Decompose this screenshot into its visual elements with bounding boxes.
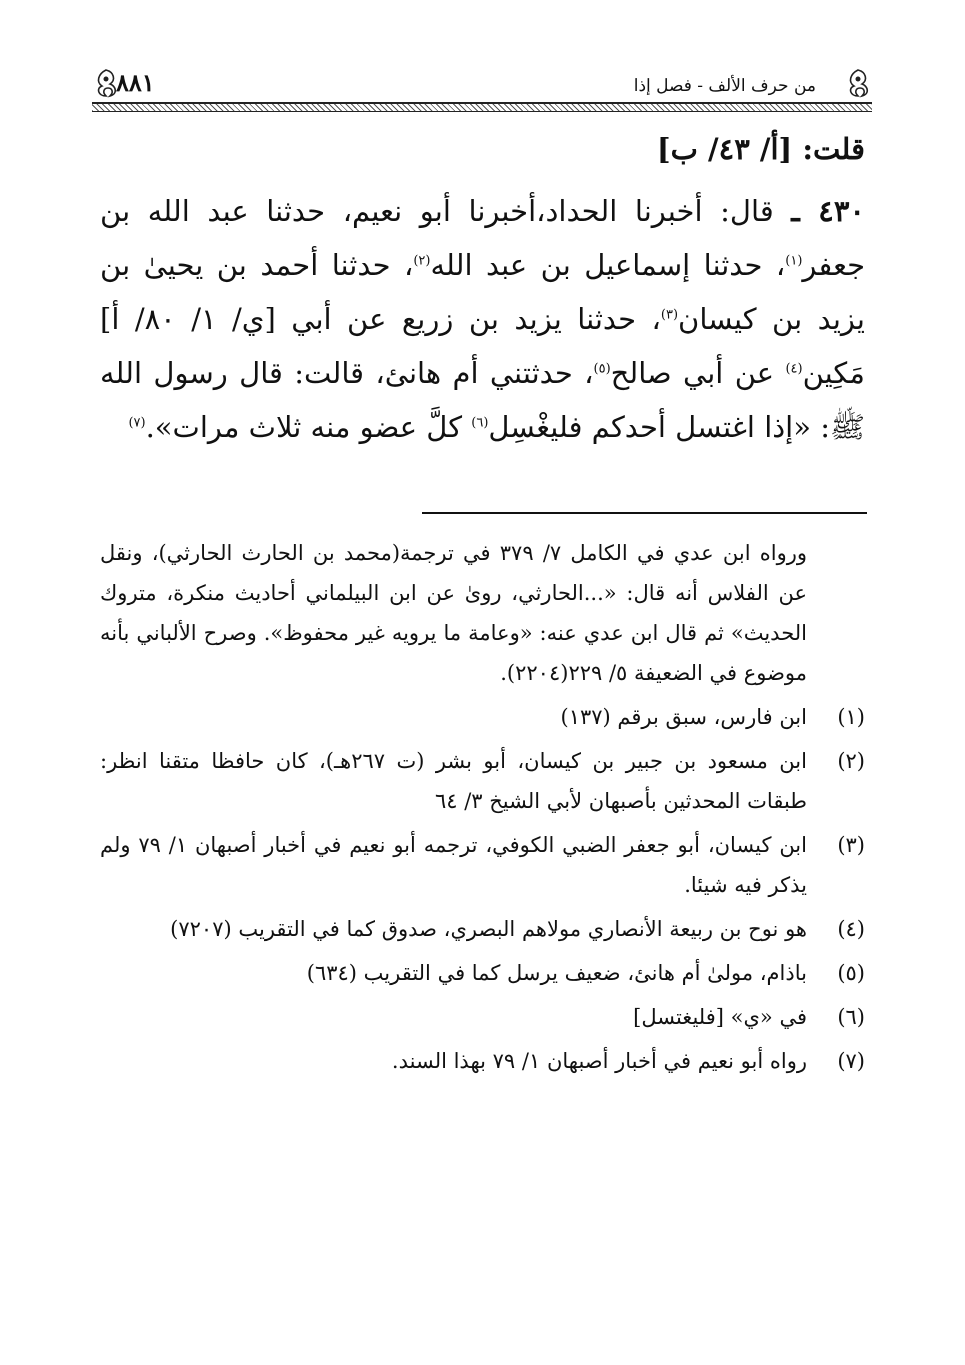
hadith-number: ٤٣٠ ـ bbox=[791, 194, 866, 228]
footnote-item bbox=[100, 741, 865, 821]
footnote-text: باذام، مولىٰ أم هانئ، ضعيف يرسل كما في التقريب (٦٣٤) bbox=[306, 961, 807, 985]
footnote-number: (٧) bbox=[837, 1049, 865, 1073]
running-header-title: من حرف الألف - فصل إذا bbox=[633, 76, 816, 96]
hadith-text-part: ، حدثنا أحمد بن يحيىٰ بن يزيد بن كيسان bbox=[100, 248, 865, 336]
hadith-text-part: قال: أخبرنا الحداد،أخبرنا أبو نعيم، حدثنا عبد الله بن جعفر bbox=[100, 194, 865, 282]
footnote-item bbox=[100, 825, 865, 905]
hadith-paragraph bbox=[100, 184, 865, 454]
footnote-ref: (٤) bbox=[785, 361, 803, 377]
main-text bbox=[100, 122, 865, 454]
footnote-number: (٦) bbox=[837, 1005, 865, 1029]
hadith-text-part: ، حدثتني أم هانئ، قالت: قال رسول الله ﷺ: «إذا اغتسل أحدكم فليغْسِل bbox=[100, 356, 865, 444]
footnotes bbox=[100, 533, 865, 1085]
footnote-item bbox=[100, 909, 865, 949]
footnote-item bbox=[100, 1041, 865, 1081]
footnote-text: ابن فارس، سبق برقم (١٣٧) bbox=[560, 705, 807, 729]
footnote-ref: (٣) bbox=[660, 307, 679, 323]
footnote-text: ابن كيسان، أبو جعفر الضبي الكوفي، ترجمه أبو نعيم في أخبار أصبهان ١/ ٧٩ ولم يذكر فيه شيئا. bbox=[100, 833, 807, 897]
footnote-number: (٣) bbox=[837, 833, 865, 857]
footnote-ref: (٧) bbox=[128, 415, 146, 431]
floral-ornament-icon bbox=[92, 68, 120, 98]
hadith-text-part: عن أبي صالح bbox=[610, 356, 786, 390]
footnote-number: (٥) bbox=[837, 961, 865, 985]
footnote-text: ابن مسعود بن جبير بن كيسان، أبو بشر (ت ٢٦٧هـ)، كان حافظا متقنا انظر: طبقات المحدثين بأصبهان لأبي الشيخ ٣/ ٦٤ bbox=[100, 749, 807, 813]
header-border bbox=[92, 102, 872, 112]
hadith-text-part: كلَّ عضو منه ثلاث مرات». bbox=[145, 410, 472, 444]
footnote-separator bbox=[422, 512, 867, 514]
footnote-item bbox=[100, 953, 865, 993]
footnote-ref: (٦) bbox=[471, 415, 489, 431]
qult-line: قلت: [أ/ ٤٣/ ب] bbox=[656, 132, 865, 166]
footnote-item bbox=[100, 997, 865, 1037]
hadith-text-part: ، حدثنا يزيد بن زريع عن أبي [ي/ ١/ ٨٠/ أ] مَكِين bbox=[100, 302, 865, 390]
page-number: ٨٨١ bbox=[116, 68, 155, 97]
hadith-text-part: ، حدثنا إسماعيل بن عبد الله bbox=[430, 248, 786, 282]
footnote-text: رواه أبو نعيم في أخبار أصبهان ١/ ٧٩ بهذا السند. bbox=[391, 1049, 807, 1073]
footnote-text: هو نوح بن ربيعة الأنصاري مولاهم البصري، صدوق كما في التقريب (٧٢٠٧) bbox=[170, 917, 807, 941]
footnote-item bbox=[100, 697, 865, 737]
footnote-ref: (١) bbox=[785, 253, 803, 269]
floral-ornament-icon bbox=[844, 68, 872, 98]
footnote-ref: (٥) bbox=[593, 361, 611, 377]
footnote-continuation: ورواه ابن عدي في الكامل ٧/ ٣٧٩ في ترجمة(محمد بن الحارث الحارثي)، ونقل عن الفلاس أنه قال: «...الحارثي، روىٰ عن ابن البيلماني أحاديث منكرة، متروك الحديث» ثم قال ابن عدي عنه: «وعامة ما يرويه غير محفوظ». وصرح الألباني بأنه موضوع في الضعيفة ٥/ ٢٢٩(٢٢٠٤). bbox=[100, 541, 807, 685]
footnote-number: (٢) bbox=[837, 749, 865, 773]
footnote-text: في «ي» [فليغتسل] bbox=[633, 1005, 807, 1029]
footnote-number: (١) bbox=[837, 705, 865, 729]
page-header bbox=[92, 62, 872, 106]
footnote-number: (٤) bbox=[837, 917, 865, 941]
footnote-ref: (٢) bbox=[413, 253, 431, 269]
